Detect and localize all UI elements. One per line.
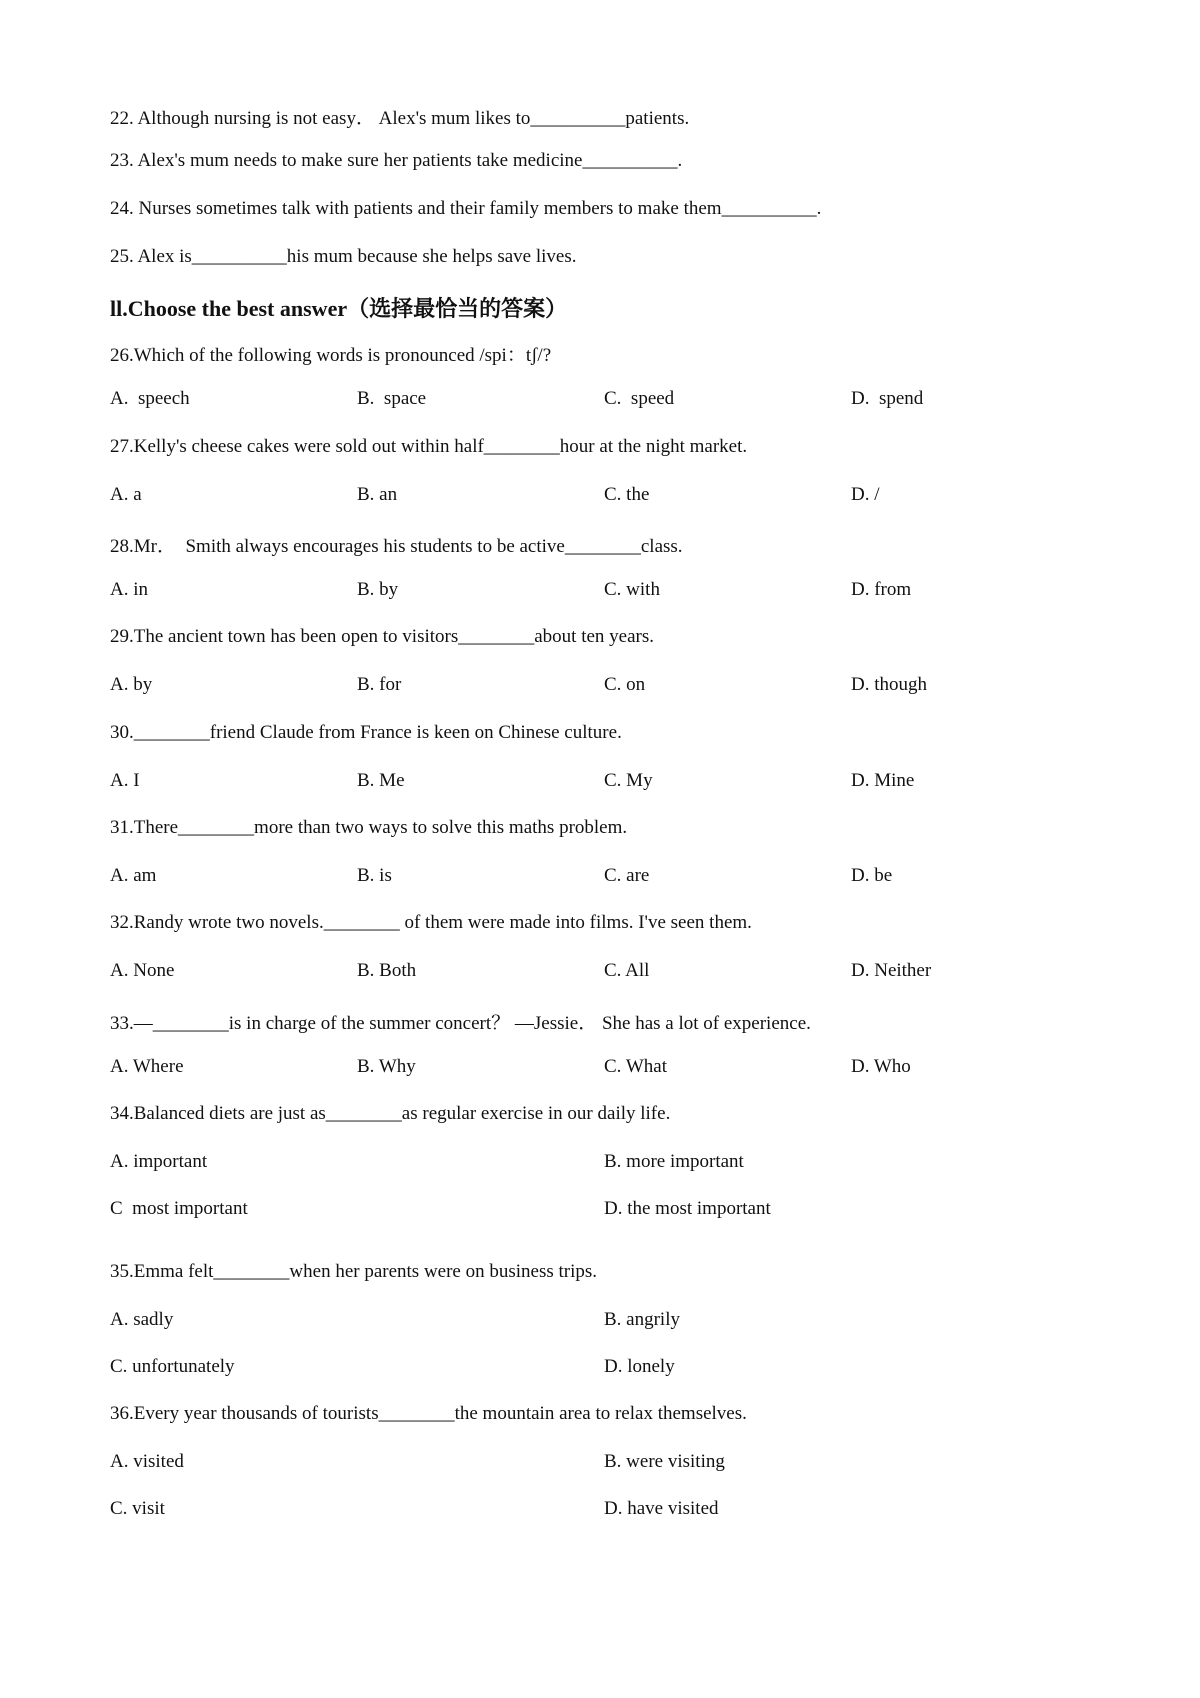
question-32-option-b: B. Both bbox=[357, 960, 417, 981]
question-31-option-c: C. are bbox=[604, 865, 650, 886]
question-33-option-a: A. Where bbox=[110, 1056, 184, 1077]
question-34-option-b: B. more important bbox=[604, 1151, 744, 1172]
question-29-stem: 29.The ancient town has been open to visitors________about ten years. bbox=[110, 626, 655, 647]
question-30-option-b: B. Me bbox=[357, 770, 405, 791]
question-25: 25. Alex is__________his mum because she helps save lives. bbox=[110, 246, 577, 267]
question-28-option-b: B. by bbox=[357, 579, 399, 600]
question-31-option-b: B. is bbox=[357, 865, 392, 886]
question-33-option-d: D. Who bbox=[851, 1056, 911, 1077]
question-30-option-d: D. Mine bbox=[851, 770, 915, 791]
question-33-stem: 33.—________is in charge of the summer concert？ —Jessie． She has a lot of experience. bbox=[110, 1013, 811, 1034]
question-27-option-b: B. an bbox=[357, 484, 398, 505]
question-30-stem: 30.________friend Claude from France is keen on Chinese culture. bbox=[110, 722, 622, 743]
question-29-option-d: D. though bbox=[851, 674, 927, 695]
question-27-option-c: C. the bbox=[604, 484, 650, 505]
section-title: ll.Choose the best answer（选择最恰当的答案） bbox=[110, 296, 568, 321]
question-26-option-d: D. spend bbox=[851, 388, 924, 409]
question-34-option-c: C most important bbox=[110, 1198, 248, 1219]
question-34-stem: 34.Balanced diets are just as________as regular exercise in our daily life. bbox=[110, 1103, 671, 1124]
question-29-option-c: C. on bbox=[604, 674, 646, 695]
question-28-option-c: C. with bbox=[604, 579, 660, 600]
question-22: 22. Although nursing is not easy． Alex's mum likes to__________patients. bbox=[110, 108, 690, 129]
question-35-stem: 35.Emma felt________when her parents were on business trips. bbox=[110, 1261, 598, 1282]
question-32-option-d: D. Neither bbox=[851, 960, 932, 981]
question-31-option-d: D. be bbox=[851, 865, 893, 886]
question-36-option-a: A. visited bbox=[110, 1451, 184, 1472]
question-24: 24. Nurses sometimes talk with patients and their family members to make them__________. bbox=[110, 198, 822, 219]
question-35-option-d: D. lonely bbox=[604, 1356, 675, 1377]
question-27-option-a: A. a bbox=[110, 484, 142, 505]
question-33-option-b: B. Why bbox=[357, 1056, 416, 1077]
question-26-option-a: A. speech bbox=[110, 388, 190, 409]
question-30-option-c: C. My bbox=[604, 770, 653, 791]
question-30-option-a: A. I bbox=[110, 770, 140, 791]
question-31-option-a: A. am bbox=[110, 865, 157, 886]
question-28-stem: 28.Mr． Smith always encourages his students to be active________class. bbox=[110, 536, 683, 557]
question-35-option-c: C. unfortunately bbox=[110, 1356, 235, 1377]
question-36-stem: 36.Every year thousands of tourists________the mountain area to relax themselves. bbox=[110, 1403, 747, 1424]
question-36-option-b: B. were visiting bbox=[604, 1451, 725, 1472]
question-26-option-c: C. speed bbox=[604, 388, 675, 409]
question-27-stem: 27.Kelly's cheese cakes were sold out within half________hour at the night market. bbox=[110, 436, 748, 457]
question-35-option-a: A. sadly bbox=[110, 1309, 174, 1330]
question-36-option-c: C. visit bbox=[110, 1498, 165, 1519]
question-34-option-a: A. important bbox=[110, 1151, 208, 1172]
question-33-option-c: C. What bbox=[604, 1056, 667, 1077]
question-26-stem: 26.Which of the following words is pronounced /spi：tʃ/? bbox=[110, 345, 552, 366]
question-28-option-a: A. in bbox=[110, 579, 148, 600]
question-35-option-b: B. angrily bbox=[604, 1309, 680, 1330]
question-34-option-d: D. the most important bbox=[604, 1198, 771, 1219]
question-32-option-c: C. All bbox=[604, 960, 650, 981]
question-31-stem: 31.There________more than two ways to solve this maths problem. bbox=[110, 817, 628, 838]
question-26-option-b: B. space bbox=[357, 388, 427, 409]
question-32-stem: 32.Randy wrote two novels.________ of them were made into films. I've seen them. bbox=[110, 912, 752, 933]
question-32-option-a: A. None bbox=[110, 960, 175, 981]
question-36-option-d: D. have visited bbox=[604, 1498, 719, 1519]
question-29-option-b: B. for bbox=[357, 674, 402, 695]
question-28-option-d: D. from bbox=[851, 579, 912, 600]
question-23: 23. Alex's mum needs to make sure her patients take medicine__________. bbox=[110, 150, 683, 171]
question-29-option-a: A. by bbox=[110, 674, 153, 695]
question-27-option-d: D. / bbox=[851, 484, 880, 505]
